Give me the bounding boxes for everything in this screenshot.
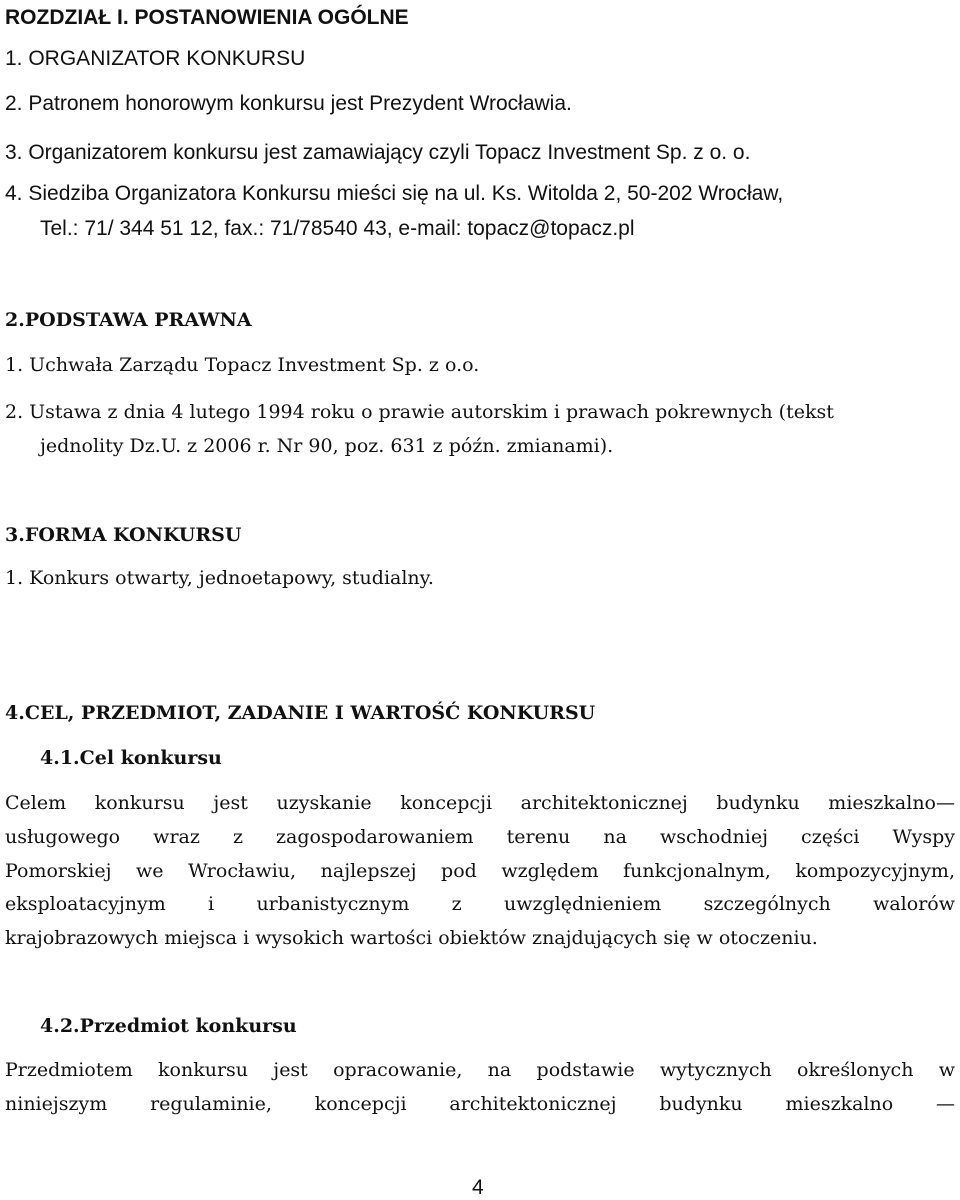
chapter-title: ROZDZIAŁ I. POSTANOWIENIA OGÓLNE — [5, 6, 409, 29]
section-3-title: 3.FORMA KONKURSU — [5, 524, 242, 546]
section-2-title: 2.PODSTAWA PRAWNA — [5, 309, 252, 331]
section-1-item-3: 3. Organizatorem konkursu jest zamawiający czyli Topacz Investment Sp. z o. o. — [5, 141, 751, 164]
section-1-item-2: 2. Patronem honorowym konkursu jest Prezydent Wrocławia. — [5, 92, 572, 115]
section-1-item-4-line-2: Tel.: 71/ 344 51 12, fax.: 71/78540 43, e-mail: topacz@topacz.pl — [40, 217, 635, 240]
page-number: 4 — [472, 1176, 484, 1199]
paragraph-line: Celem konkursu jest uzyskanie koncepcji architektonicznej budynku mieszkalno— — [5, 792, 955, 814]
section-2-item-1: 1. Uchwała Zarządu Topacz Investment Sp. z o.o. — [5, 354, 480, 376]
section-3-item-1: 1. Konkurs otwarty, jednoetapowy, studialny. — [5, 567, 434, 589]
section-2-item-2-line-1: 2. Ustawa z dnia 4 lutego 1994 roku o prawie autorskim i prawach pokrewnych (tekst — [5, 401, 834, 423]
paragraph-line: Pomorskiej we Wrocławiu, najlepszej pod względem funkcjonalnym, kompozycyjnym, — [5, 860, 955, 882]
paragraph-line: eksploatacyjnym i urbanistycznym z uwzględnieniem szczególnych walorów — [5, 893, 955, 915]
paragraph-line: Przedmiotem konkursu jest opracowanie, na podstawie wytycznych określonych w — [5, 1059, 955, 1081]
subsection-4-1-title: 4.1.Cel konkursu — [40, 747, 222, 769]
section-1-title: 1. ORGANIZATOR KONKURSU — [5, 47, 306, 70]
section-1-item-4-line-1: 4. Siedziba Organizatora Konkursu mieści się na ul. Ks. Witolda 2, 50-202 Wrocław, — [5, 182, 784, 205]
paragraph-line: niniejszym regulaminie, koncepcji architektonicznej budynku mieszkalno — — [5, 1093, 955, 1115]
section-2-item-2-line-2: jednolity Dz.U. z 2006 r. Nr 90, poz. 631 z późn. zmianami). — [40, 435, 614, 457]
subsection-4-2-title: 4.2.Przedmiot konkursu — [40, 1015, 297, 1037]
section-4-title: 4.CEL, PRZEDMIOT, ZADANIE I WARTOŚĆ KONKURSU — [5, 702, 596, 724]
paragraph-line: usługowego wraz z zagospodarowaniem terenu na wschodniej części Wyspy — [5, 826, 955, 848]
paragraph-line: krajobrazowych miejsca i wysokich wartości obiektów znajdujących się w otoczeniu. — [5, 927, 818, 949]
